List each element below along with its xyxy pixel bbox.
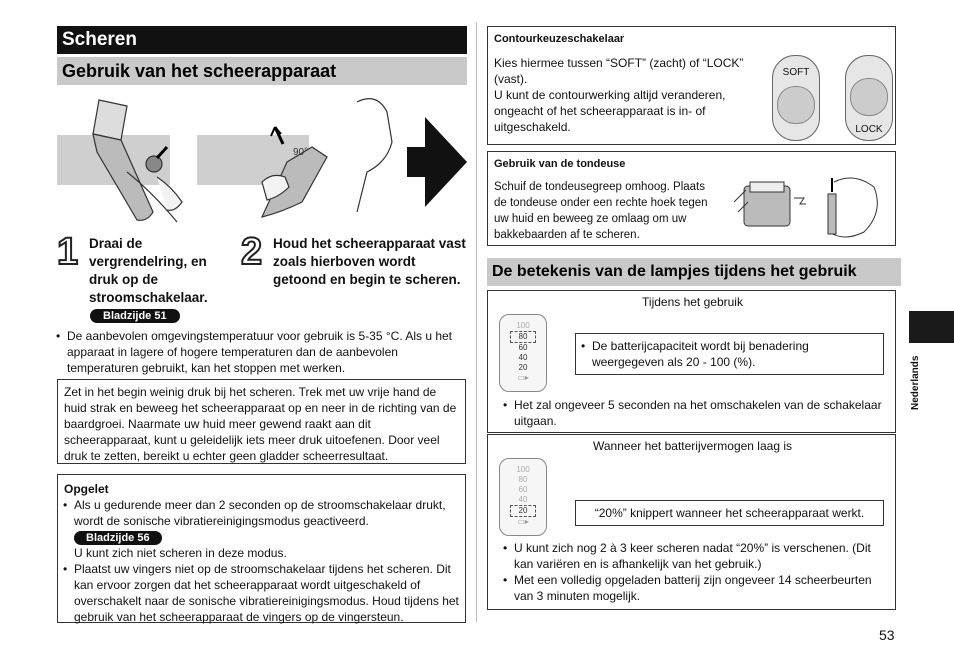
step-1-number: 1 <box>57 231 79 273</box>
contour-text-2: U kunt de contourwerking altijd veranderen, ongeacht of het scheerapparaat is in- of uitgeschakeld. <box>494 88 726 134</box>
language-label <box>905 345 925 415</box>
caution-box <box>57 474 466 623</box>
page-ref: Bladzijde 51 <box>90 309 180 323</box>
note-item: • Het zal ongeveer 5 seconden na het omschakelen van de schakelaar uitgaan. <box>514 397 892 429</box>
page-ref: Bladzijde 56 <box>74 531 162 545</box>
caution-item-1 <box>74 497 459 561</box>
level-60: 60 <box>518 485 528 494</box>
contour-switch-box <box>487 26 896 145</box>
during-use-note <box>502 397 892 429</box>
low-battery-box <box>487 434 896 610</box>
contour-title: Contourkeuzeschakelaar <box>494 33 625 45</box>
lock-label: LOCK <box>855 124 883 135</box>
contour-text-1: Kies hiermee tussen “SOFT” (zacht) of “LOCK” (vast). <box>494 56 744 86</box>
lamps-title: De betekenis van de lampjes tijdens het gebruik <box>487 258 901 286</box>
level-60: 60 <box>518 343 528 352</box>
during-use-box <box>487 290 896 433</box>
language-text: Nederlands <box>910 355 921 410</box>
battery-indicator-icon <box>499 314 547 392</box>
level-20: 20 <box>510 505 536 517</box>
temperature-note <box>57 328 462 376</box>
shaving-tip-box <box>57 379 466 464</box>
language-tab-marker <box>909 311 954 343</box>
low-battery-callout <box>575 500 884 526</box>
trimmer-box <box>487 151 896 246</box>
note-item: • U kunt zich nog 2 à 3 keer scheren nadat “20%” is verschenen. (Dit kan variëren en is afhankelijk van het gebruik.) <box>514 540 892 572</box>
level-40: 40 <box>518 495 528 504</box>
section-title: Scheren <box>57 26 467 54</box>
page-number: 53 <box>879 627 895 643</box>
page-subtitle: Gebruik van het scheerapparaat <box>57 57 467 85</box>
note-item: • De aanbevolen omgevingstemperatuur voor gebruik is 5-35 °C. Als u het apparaat in lagere of hogere temperaturen dan de aanbevolen temperaturen gebruikt, kan het stoppen met werken. <box>67 328 462 376</box>
level-40: 40 <box>518 353 528 362</box>
low-battery-caption: Wanneer het batterijvermogen laag is <box>593 439 792 453</box>
soft-switch-icon <box>772 55 820 141</box>
tip-text: Zet in het begin weinig druk bij het scheren. Trek met uw vrije hand de huid strak en beweeg het scheerapparaat op en neer in de richting van de baardgroei. Naarmate uw huid meer gewend raakt aan dit scheerapparaat, kunt u geleidelijk iets meer druk uitoefenen. Door veel druk te zetten, bereikt u echter geen gladder scheerresultaat. <box>64 385 457 463</box>
level-80: 80 <box>510 331 536 343</box>
plug-icon: ▭▸ <box>517 373 529 382</box>
trimmer-text: Schuif de tondeusegreep omhoog. Plaats de tondeuse onder een rechte hoek tegen uw huid en beweeg ze omlaag om uw bakkebaarden af te scheren. <box>494 181 708 241</box>
callout-text: “20%” knippert wanneer het scheerapparaat werkt. <box>594 506 865 520</box>
caution-item-1-after: U kunt zich niet scheren in deze modus. <box>74 546 287 560</box>
level-100: 100 <box>516 465 530 474</box>
step-2-number: 2 <box>241 231 263 273</box>
during-use-callout <box>575 333 884 375</box>
level-20: 20 <box>518 363 528 372</box>
trimmer-title: Gebruik van de tondeuse <box>494 158 626 170</box>
column-divider <box>476 22 477 622</box>
caution-title: Opgelet <box>64 482 109 496</box>
soft-label: SOFT <box>782 67 810 78</box>
step-2-text: Houd het scheerapparaat vast zoals hierboven wordt getoond en begin te scheren. <box>273 236 466 287</box>
plug-icon: ▭▸ <box>517 517 529 526</box>
level-100: 100 <box>516 321 530 330</box>
trimmer-illustration <box>724 172 894 244</box>
during-use-caption: Tijdens het gebruik <box>642 295 743 309</box>
step-1-ref-badge <box>90 306 180 324</box>
low-battery-notes <box>502 540 892 604</box>
lock-switch-icon <box>845 55 893 141</box>
callout-text: • De batterijcapaciteit wordt bij benadering weergegeven als 20 - 100 (%). <box>592 338 877 370</box>
caution-item-1-text: Als u gedurende meer dan 2 seconden op de stroomschakelaar drukt, wordt de sonische vibratiereinigingsmodus geactiveerd. <box>74 498 446 528</box>
battery-indicator-icon <box>499 458 547 536</box>
step-1-text: Draai de vergrendelring, en druk op de stroomschakelaar. <box>89 236 208 305</box>
note-item: • Met een volledig opgeladen batterij zijn ongeveer 14 scheerbeurten van 3 minuten mogelijk. <box>514 572 892 604</box>
shaving-illustration <box>57 92 467 232</box>
caution-item-2: • Plaatst uw vingers niet op de stroomschakelaar tijdens het scheren. Dit kan ervoor zorgen dat het scheerapparaat wordt uitgeschakeld of overschakelt naar de sonische vibratiereinigingsmodus. Houd tijdens het gebruik van het scheerapparaat de vingers op de vingersteun. <box>74 561 459 625</box>
angle-label: 90° <box>293 147 309 158</box>
level-80: 80 <box>518 475 528 484</box>
